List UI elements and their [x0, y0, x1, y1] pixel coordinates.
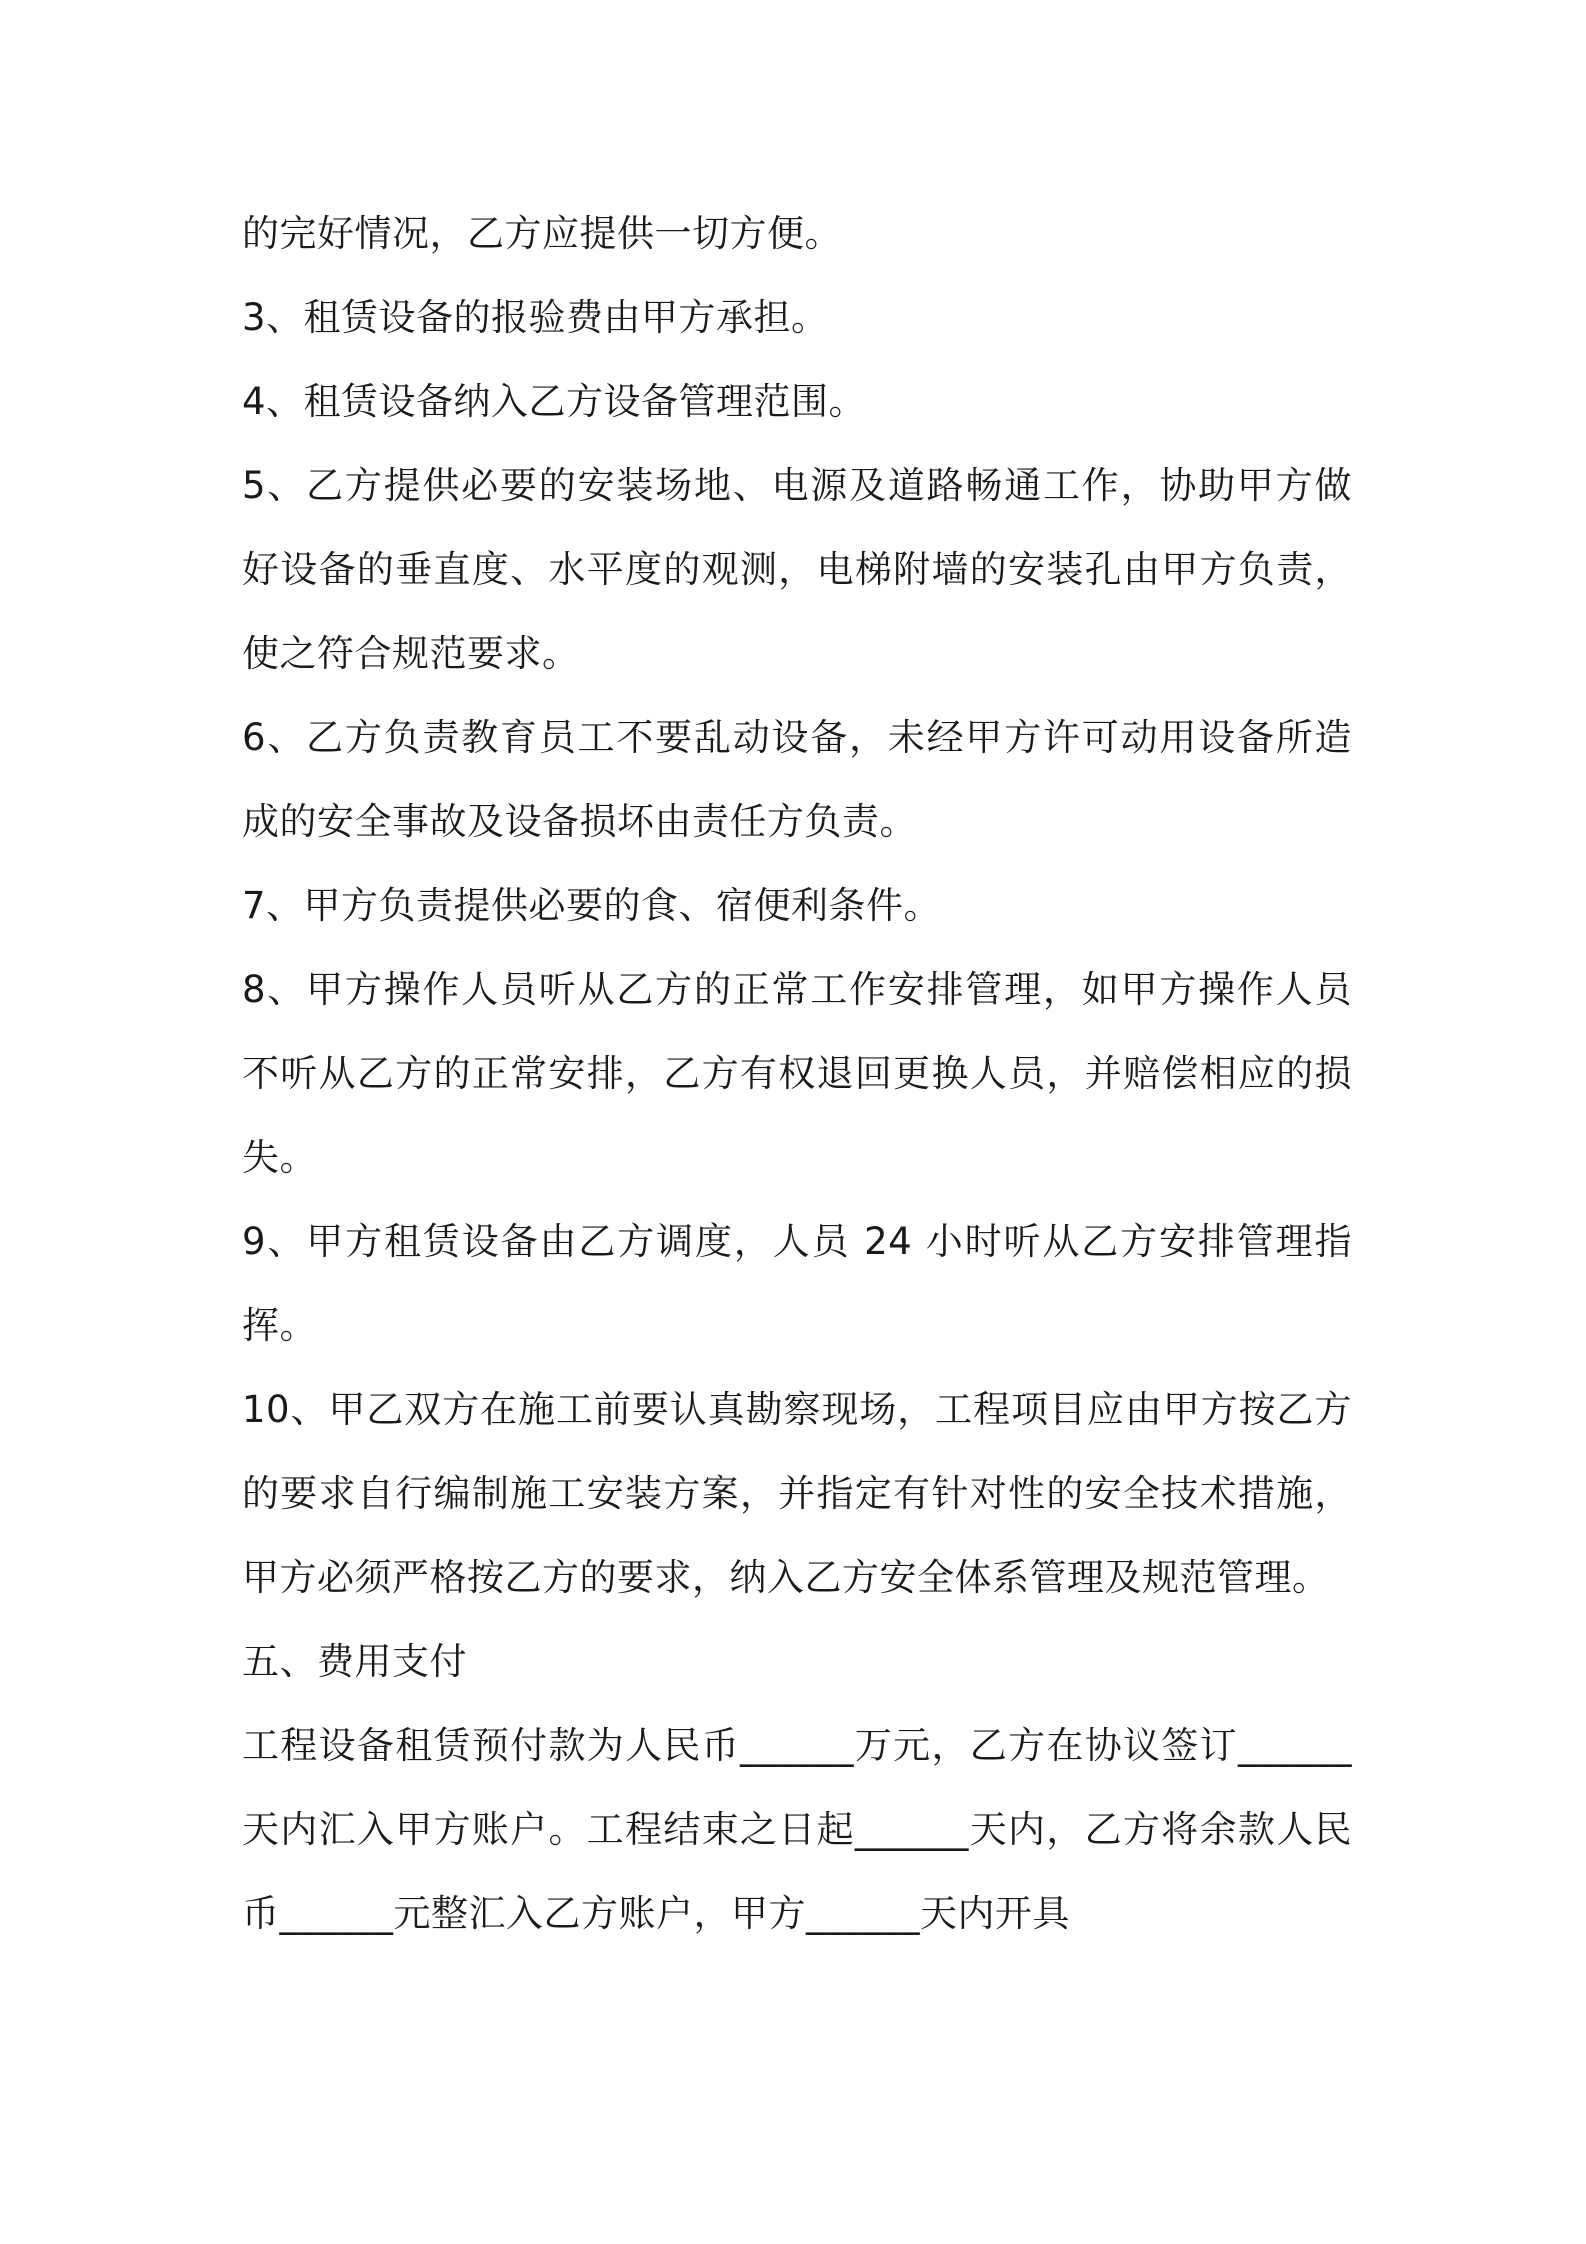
paragraph-clause-6: 6、乙方负责教育员工不要乱动设备，未经甲方许可动用设备所造成的安全事故及设备损坏由责任方负责。	[242, 716, 1352, 843]
document-body	[242, 192, 1352, 1956]
paragraph-clause-3: 3、租赁设备的报验费由甲方承担。	[242, 296, 829, 339]
paragraph-clause-4: 4、租赁设备纳入乙方设备管理范围。	[242, 380, 867, 423]
section-heading-payment: 五、费用支付	[242, 1640, 467, 1683]
paragraph-clause-5: 5、乙方提供必要的安装场地、电源及道路畅通工作，协助甲方做好设备的垂直度、水平度的观测，电梯附墙的安装孔由甲方负责，使之符合规范要求。	[242, 464, 1352, 675]
paragraph-payment-terms: 工程设备租赁预付款为人民币______万元，乙方在协议签订______天内汇入甲方账户。工程结束之日起______天内，乙方将余款人民币______元整汇入乙方账户，甲方______天内开具	[242, 1724, 1352, 1935]
paragraph-clause-8: 8、甲方操作人员听从乙方的正常工作安排管理，如甲方操作人员不听从乙方的正常安排，乙方有权退回更换人员，并赔偿相应的损失。	[242, 968, 1352, 1179]
paragraph-clause-continuation: 的完好情况，乙方应提供一切方便。	[242, 212, 842, 255]
paragraph-clause-9: 9、甲方租赁设备由乙方调度，人员 24 小时听从乙方安排管理指挥。	[242, 1220, 1352, 1347]
paragraph-clause-7: 7、甲方负责提供必要的食、宿便利条件。	[242, 884, 942, 927]
paragraph-clause-10: 10、甲乙双方在施工前要认真勘察现场，工程项目应由甲方按乙方的要求自行编制施工安装方案，并指定有针对性的安全技术措施，甲方必须严格按乙方的要求，纳入乙方安全体系管理及规范管理。	[242, 1388, 1352, 1599]
